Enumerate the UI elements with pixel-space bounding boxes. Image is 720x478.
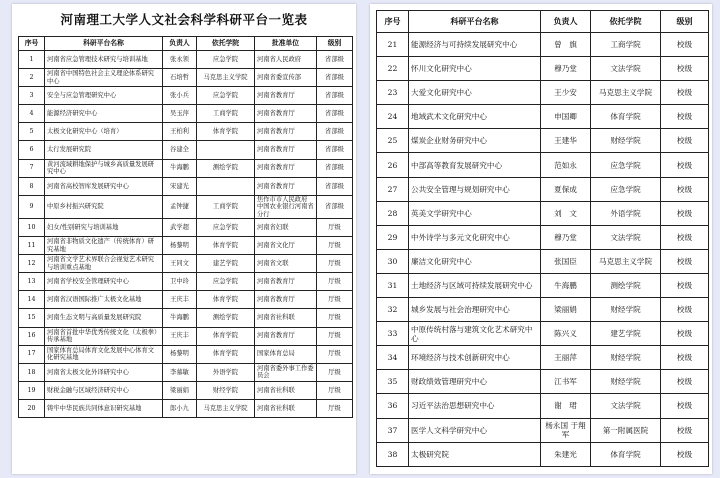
table-cell: 测绘学院 <box>197 309 255 327</box>
table-cell: 土地经济与区域可持续发展研究中心 <box>409 273 541 297</box>
table-cell: 外语学院 <box>197 363 255 381</box>
table-cell: 河南省中国特色社会主义理论体系研究中心 <box>45 69 163 87</box>
table-cell: 财政绩效管理研究中心 <box>409 370 541 394</box>
table-cell: 国家体育总局体育文化发展中心体育文化研究基地 <box>45 345 163 363</box>
table-cell: 习近平法治思想研究中心 <box>409 394 541 418</box>
table-cell: 36 <box>377 394 409 418</box>
table-cell: 16 <box>19 327 45 345</box>
table-cell: 校级 <box>661 33 709 57</box>
table-cell: 江书军 <box>541 370 591 394</box>
table-cell: 28 <box>377 201 409 225</box>
table-cell: 卫中玲 <box>163 273 197 291</box>
table-cell: 厅级 <box>317 255 353 273</box>
table-row <box>377 177 709 201</box>
table-cell: 校级 <box>661 273 709 297</box>
table-cell: 校级 <box>661 129 709 153</box>
table-cell: 厅级 <box>317 237 353 255</box>
table-row <box>377 370 709 394</box>
table-cell: 环境经济与技术创新研究中心 <box>409 346 541 370</box>
table-cell: 省部级 <box>317 195 353 218</box>
table-row <box>377 201 709 225</box>
table-cell: 宋建光 <box>163 177 197 195</box>
table-cell: 校级 <box>661 81 709 105</box>
table-cell: 怀川文化研究中心 <box>409 57 541 81</box>
table-cell: 河南省非物质文化遗产（传统体育）研究基地 <box>45 237 163 255</box>
table-cell: 王庆丰 <box>163 291 197 309</box>
table-cell: 校级 <box>661 225 709 249</box>
table-cell: 23 <box>377 81 409 105</box>
table-row <box>377 273 709 297</box>
table-cell: 校级 <box>661 153 709 177</box>
table-cell: 张永领 <box>163 51 197 69</box>
table-cell: 18 <box>19 363 45 381</box>
table-cell: 国家体育总局 <box>255 345 317 363</box>
table-cell: 21 <box>377 33 409 57</box>
table-row <box>19 141 353 159</box>
table-cell: 外语学院 <box>591 201 661 225</box>
table-row <box>19 399 353 417</box>
table-cell: 河南省委宣传部 <box>255 69 317 87</box>
table-cell: 建艺学院 <box>591 322 661 346</box>
table-cell: 梁丽娟 <box>541 298 591 322</box>
table-cell: 文法学院 <box>591 225 661 249</box>
table-cell: 9 <box>19 195 45 218</box>
table-row <box>19 327 353 345</box>
table-cell: 河南省首批中华优秀传统文化（太极拳）传承基地 <box>45 327 163 345</box>
right-document-page <box>370 4 712 474</box>
table-cell: 河南省教育厅 <box>255 123 317 141</box>
table-cell: 陈兴义 <box>541 322 591 346</box>
table-cell: 厅级 <box>317 327 353 345</box>
table-cell: 张国臣 <box>541 249 591 273</box>
table-cell: 建艺学院 <box>197 255 255 273</box>
table-cell: 曾 旗 <box>541 33 591 57</box>
table-cell: 煤炭企业财务研究中心 <box>409 129 541 153</box>
table-cell: 财经学院 <box>591 298 661 322</box>
table-cell: 14 <box>19 291 45 309</box>
table-cell: 河南省社科联 <box>255 309 317 327</box>
column-header: 级别 <box>661 11 709 33</box>
table-cell: 体育学院 <box>591 105 661 129</box>
table-cell: 河南省教育厅 <box>255 141 317 159</box>
table-cell: 体育学院 <box>197 327 255 345</box>
table-cell: 大爱文化研究中心 <box>409 81 541 105</box>
table-row <box>19 363 353 381</box>
table-row <box>19 345 353 363</box>
table-cell: 郎小九 <box>163 399 197 417</box>
table-cell: 穆乃堂 <box>541 225 591 249</box>
table-row <box>377 346 709 370</box>
table-cell: 校级 <box>661 394 709 418</box>
table-row <box>19 105 353 123</box>
table-cell: 33 <box>377 322 409 346</box>
table-cell: 省部级 <box>317 141 353 159</box>
table-cell: 梁丽娟 <box>163 381 197 399</box>
table-cell: 厅级 <box>317 345 353 363</box>
table-row <box>19 291 353 309</box>
table-cell: 河南省文化厅 <box>255 237 317 255</box>
table-cell: 第一附属医院 <box>591 418 661 442</box>
table-cell: 30 <box>377 249 409 273</box>
table-row <box>19 51 353 69</box>
table-cell: 河南省教育厅 <box>255 159 317 177</box>
table-cell: 19 <box>19 381 45 399</box>
table-cell: 文法学院 <box>591 394 661 418</box>
table-cell: 31 <box>377 273 409 297</box>
table-cell: 谷建全 <box>163 141 197 159</box>
table-cell: 应急学院 <box>197 51 255 69</box>
table-cell: 张小兵 <box>163 87 197 105</box>
table-row <box>19 123 353 141</box>
table-cell: 13 <box>19 273 45 291</box>
table-row <box>19 255 353 273</box>
table-cell: 河南省人民政府 <box>255 51 317 69</box>
document-title: 河南理工大学人文社会科学科研平台一览表 <box>60 12 308 27</box>
table-cell: 25 <box>377 129 409 153</box>
table-cell: 财经学院 <box>197 381 255 399</box>
table-cell: 厅级 <box>317 399 353 417</box>
column-header: 负责人 <box>163 37 197 51</box>
table-cell: 城乡发展与社会治理研究中心 <box>409 298 541 322</box>
table-cell: 马克思主义学院 <box>591 81 661 105</box>
table-cell: 5 <box>19 123 45 141</box>
table-row <box>19 69 353 87</box>
table-cell: 朱建光 <box>541 442 591 466</box>
table-cell: 河南省太极文化外译研究中心 <box>45 363 163 381</box>
table-row <box>19 237 353 255</box>
table-cell: 太极文化研究中心（培育） <box>45 123 163 141</box>
column-header: 批准单位 <box>255 37 317 51</box>
table-row <box>19 273 353 291</box>
table-cell: 校级 <box>661 201 709 225</box>
table-cell: 河南省汉语国际推广太极文化基地 <box>45 291 163 309</box>
table-cell: 河南省委外事工作委员会 <box>255 363 317 381</box>
column-header: 序号 <box>377 11 409 33</box>
table-cell: 杨黎明 <box>163 345 197 363</box>
column-header: 序号 <box>19 37 45 51</box>
table-cell: 太极研究院 <box>409 442 541 466</box>
table-cell: 校级 <box>661 105 709 129</box>
table-cell: 4 <box>19 105 45 123</box>
table-row <box>19 195 353 218</box>
table-row <box>19 381 353 399</box>
table-cell: 吴玉萍 <box>163 105 197 123</box>
table-cell: 厅级 <box>317 273 353 291</box>
table-cell: 3 <box>19 87 45 105</box>
table-cell: 财税金融与区域经济研究中心 <box>45 381 163 399</box>
left-table-header-row <box>19 37 353 51</box>
table-cell: 29 <box>377 225 409 249</box>
table-cell: 太行发展研究院 <box>45 141 163 159</box>
table-row <box>377 105 709 129</box>
table-cell: 孟钟捷 <box>163 195 197 218</box>
table-cell: 20 <box>19 399 45 417</box>
table-cell: 厅级 <box>317 381 353 399</box>
table-cell: 10 <box>19 218 45 236</box>
table-cell: 测绘学院 <box>591 273 661 297</box>
table-row <box>19 177 353 195</box>
table-cell: 河南省文学艺术界联合会视觉艺术研究与培训重点基地 <box>45 255 163 273</box>
table-cell: 厅级 <box>317 363 353 381</box>
table-cell: 文法学院 <box>591 57 661 81</box>
column-header: 依托学院 <box>197 37 255 51</box>
table-cell: 河南省教育厅 <box>255 177 317 195</box>
table-cell: 河南省高校智库发展研究中心 <box>45 177 163 195</box>
table-row <box>377 153 709 177</box>
table-cell: 校级 <box>661 418 709 442</box>
table-cell: 王丽萍 <box>541 346 591 370</box>
table-cell: 37 <box>377 418 409 442</box>
table-cell: 26 <box>377 153 409 177</box>
table-cell: 焦作市市人民政府 中国农业银行河南省分行 <box>255 195 317 218</box>
table-cell: 河南省教育厅 <box>255 291 317 309</box>
table-row <box>377 129 709 153</box>
table-row <box>377 298 709 322</box>
table-cell: 地域武术文化研究中心 <box>409 105 541 129</box>
table-cell: 体育学院 <box>197 237 255 255</box>
table-cell: 铸牢中华民族共同体意识研究基地 <box>45 399 163 417</box>
right-platform-table <box>376 10 709 467</box>
table-cell: 王同文 <box>163 255 197 273</box>
table-cell: 中外诗学与多元文化研究中心 <box>409 225 541 249</box>
table-cell: 厅级 <box>317 309 353 327</box>
table-cell: 能源经济研究中心 <box>45 105 163 123</box>
table-cell: 中部高等教育发展研究中心 <box>409 153 541 177</box>
right-table-header-row <box>377 11 709 33</box>
table-cell: 河南省教育厅 <box>255 327 317 345</box>
table-cell: 杨黎明 <box>163 237 197 255</box>
table-cell: 能源经济与可持续发展研究中心 <box>409 33 541 57</box>
table-cell: 校级 <box>661 442 709 466</box>
table-cell: 7 <box>19 159 45 177</box>
table-cell: 38 <box>377 442 409 466</box>
table-row <box>377 418 709 442</box>
table-cell: 体育学院 <box>197 345 255 363</box>
table-cell: 应急学院 <box>197 273 255 291</box>
table-cell: 体育学院 <box>197 291 255 309</box>
table-cell: 公共安全管理与规划研究中心 <box>409 177 541 201</box>
table-cell: 省部级 <box>317 87 353 105</box>
table-cell: 应急学院 <box>591 153 661 177</box>
table-cell: 马克思主义学院 <box>197 399 255 417</box>
table-cell: 15 <box>19 309 45 327</box>
table-cell: 校级 <box>661 346 709 370</box>
table-cell: 中原乡村振兴研究院 <box>45 195 163 218</box>
table-cell: 35 <box>377 370 409 394</box>
table-cell: 河南省社科联 <box>255 399 317 417</box>
table-cell: 财经学院 <box>591 346 661 370</box>
table-cell: 马克思主义学院 <box>591 249 661 273</box>
table-cell: 河南省文联 <box>255 255 317 273</box>
table-cell: 王柏利 <box>163 123 197 141</box>
column-header: 依托学院 <box>591 11 661 33</box>
table-cell: 河南省应急管理技术研究与培训基地 <box>45 51 163 69</box>
table-cell: 申国卿 <box>541 105 591 129</box>
table-cell: 安全与应急管理研究中心 <box>45 87 163 105</box>
table-cell: 2 <box>19 69 45 87</box>
table-cell: 牛海鹏 <box>541 273 591 297</box>
table-cell: 22 <box>377 57 409 81</box>
table-cell: 应急学院 <box>591 177 661 201</box>
table-row <box>377 322 709 346</box>
table-cell: 厅级 <box>317 218 353 236</box>
left-platform-table <box>18 36 353 418</box>
column-header: 级别 <box>317 37 353 51</box>
table-cell: 校级 <box>661 370 709 394</box>
table-row <box>19 159 353 177</box>
table-cell <box>197 141 255 159</box>
column-header: 负责人 <box>541 11 591 33</box>
table-cell: 工商学院 <box>197 195 255 218</box>
table-cell: 应急学院 <box>197 218 255 236</box>
column-header: 科研平台名称 <box>409 11 541 33</box>
table-cell: 石培哲 <box>163 69 197 87</box>
table-cell: 17 <box>19 345 45 363</box>
table-cell <box>197 177 255 195</box>
table-cell: 李慕敏 <box>163 363 197 381</box>
table-cell: 校级 <box>661 57 709 81</box>
table-cell: 牛海鹏 <box>163 309 197 327</box>
table-cell: 河南生态文明与高质量发展研究院 <box>45 309 163 327</box>
table-cell: 河南省妇联 <box>255 218 317 236</box>
table-cell: 校级 <box>661 177 709 201</box>
table-cell: 黄河流域耕地保护与城乡高质量发展研究中心 <box>45 159 163 177</box>
table-cell: 穆乃堂 <box>541 57 591 81</box>
table-cell: 英美文学研究中心 <box>409 201 541 225</box>
table-cell: 校级 <box>661 249 709 273</box>
table-cell: 王建华 <box>541 129 591 153</box>
table-cell: 马克思主义学院 <box>197 69 255 87</box>
table-cell: 河南省学校安全管理研究中心 <box>45 273 163 291</box>
table-cell: 夏保成 <box>541 177 591 201</box>
table-row <box>377 57 709 81</box>
table-cell: 校级 <box>661 322 709 346</box>
table-cell: 测绘学院 <box>197 159 255 177</box>
table-cell: 省部级 <box>317 159 353 177</box>
table-cell: 王少安 <box>541 81 591 105</box>
table-row <box>377 81 709 105</box>
table-cell: 廉洁文化研究中心 <box>409 249 541 273</box>
table-cell: 河南省教育厅 <box>255 105 317 123</box>
table-cell: 1 <box>19 51 45 69</box>
column-header: 科研平台名称 <box>45 37 163 51</box>
table-cell: 体育学院 <box>197 123 255 141</box>
table-cell: 中原传统村落与建筑文化艺术研究中心 <box>409 322 541 346</box>
table-cell: 河南省社科联 <box>255 381 317 399</box>
table-row <box>377 33 709 57</box>
table-cell: 24 <box>377 105 409 129</box>
table-cell: 省部级 <box>317 105 353 123</box>
table-cell: 杨永国 于翔军 <box>541 418 591 442</box>
table-cell: 财经学院 <box>591 370 661 394</box>
table-cell: 谢 珺 <box>541 394 591 418</box>
table-cell: 12 <box>19 255 45 273</box>
table-cell: 省部级 <box>317 177 353 195</box>
table-row <box>377 249 709 273</box>
table-cell: 8 <box>19 177 45 195</box>
table-row <box>377 394 709 418</box>
table-cell: 牛海鹏 <box>163 159 197 177</box>
table-cell: 省部级 <box>317 69 353 87</box>
table-cell: 34 <box>377 346 409 370</box>
table-cell: 妇女/性别研究与培训基地 <box>45 218 163 236</box>
table-cell: 河南省教育厅 <box>255 273 317 291</box>
table-cell: 医学人文科学研究中心 <box>409 418 541 442</box>
table-cell: 体育学院 <box>591 442 661 466</box>
table-row <box>19 87 353 105</box>
left-document-page <box>12 4 356 474</box>
table-cell: 河南省教育厅 <box>255 87 317 105</box>
table-cell: 省部级 <box>317 51 353 69</box>
table-row <box>19 309 353 327</box>
table-cell: 6 <box>19 141 45 159</box>
table-cell: 武学超 <box>163 218 197 236</box>
table-cell: 校级 <box>661 298 709 322</box>
table-cell: 工商学院 <box>197 105 255 123</box>
table-cell: 范如永 <box>541 153 591 177</box>
table-cell: 王庆丰 <box>163 327 197 345</box>
table-row <box>19 218 353 236</box>
table-cell: 32 <box>377 298 409 322</box>
table-cell: 厅级 <box>317 291 353 309</box>
table-cell: 省部级 <box>317 123 353 141</box>
table-row <box>377 442 709 466</box>
table-cell: 27 <box>377 177 409 201</box>
table-cell: 应急学院 <box>197 87 255 105</box>
table-cell: 11 <box>19 237 45 255</box>
table-cell: 财经学院 <box>591 129 661 153</box>
table-cell: 工商学院 <box>591 33 661 57</box>
table-row <box>377 225 709 249</box>
table-cell: 刘 文 <box>541 201 591 225</box>
